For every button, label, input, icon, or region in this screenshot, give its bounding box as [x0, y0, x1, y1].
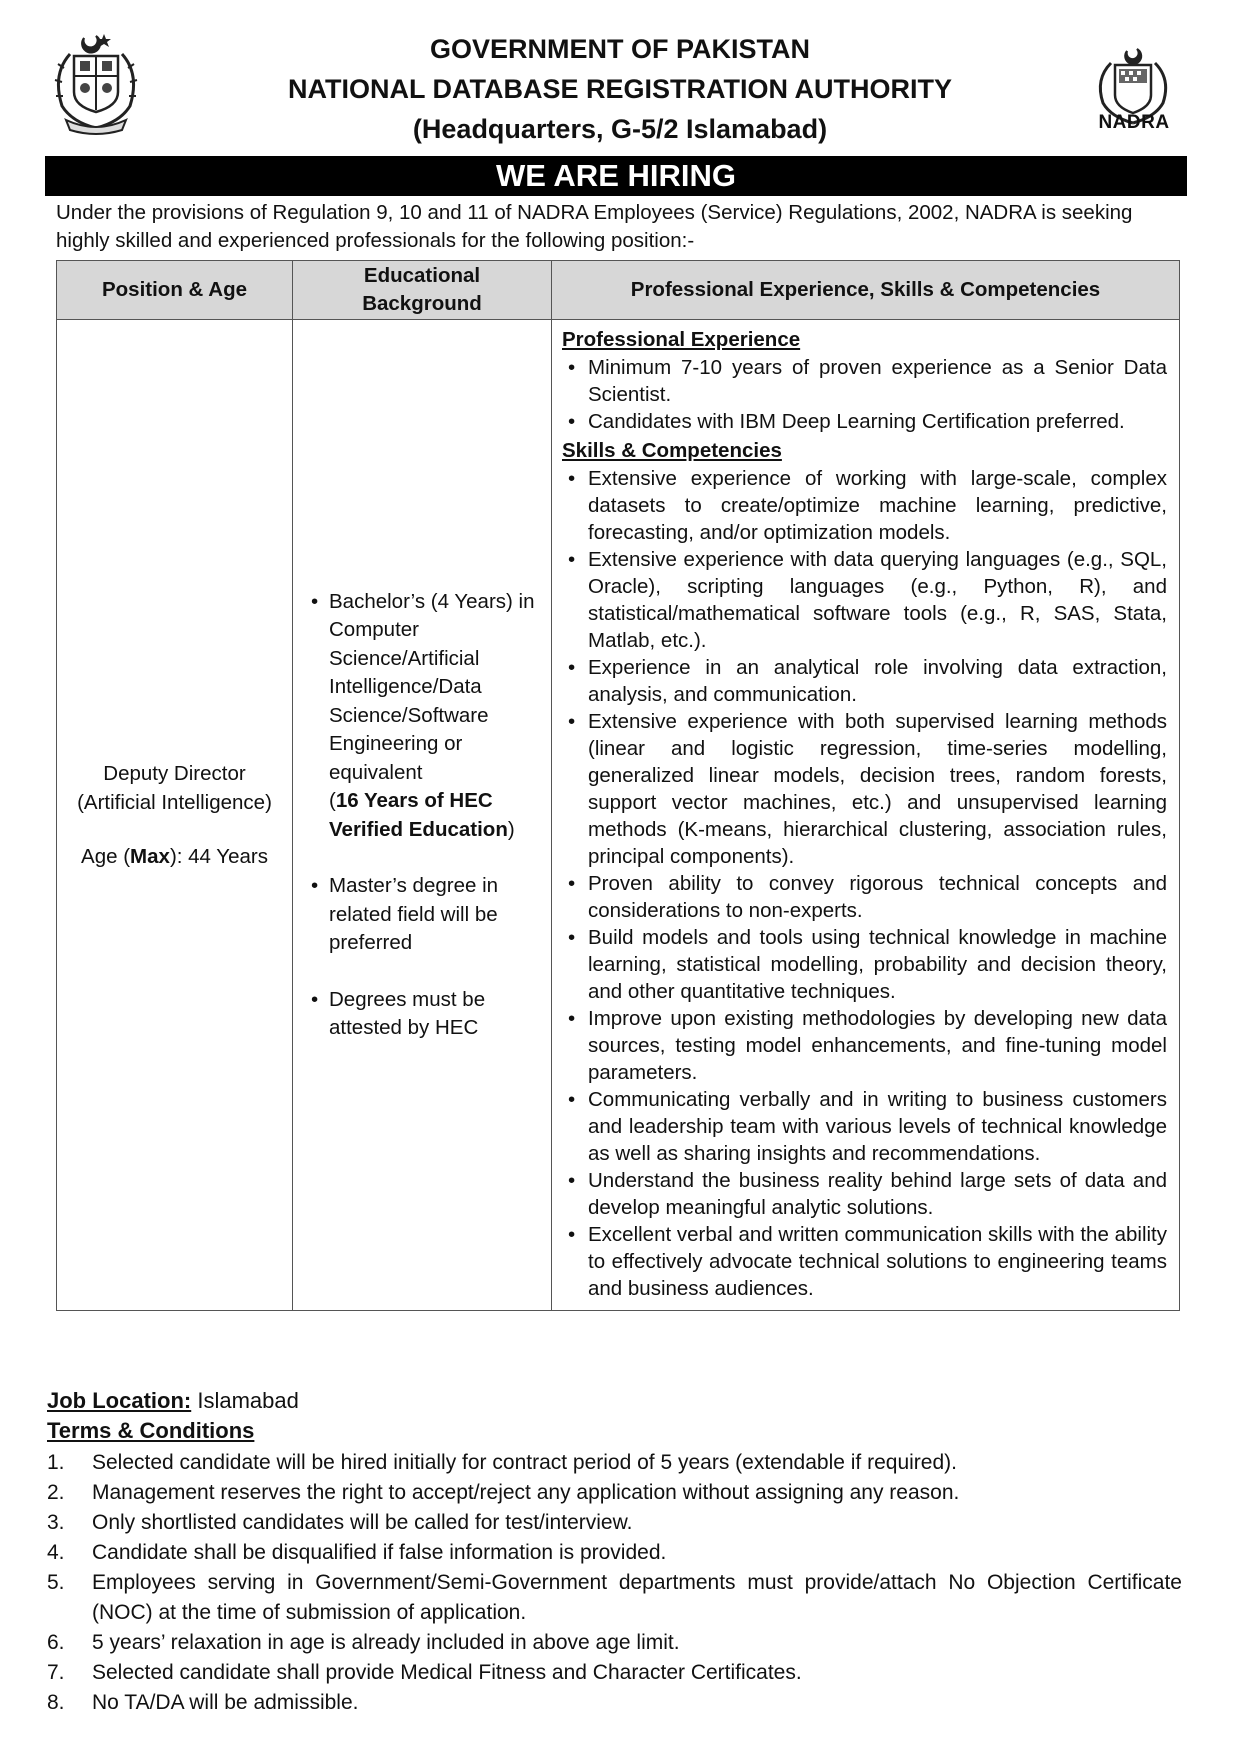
- terms-item: [47, 1508, 1182, 1538]
- letterhead: [0, 0, 1241, 160]
- header-line-authority: NATIONAL DATABASE REGISTRATION AUTHORITY: [288, 74, 952, 104]
- terms-number: 1.: [47, 1451, 65, 1474]
- skills-item: • Build models and tools using technical knowledge in machine learning, statistical modelling, probability and decision theory, and other quantitative techniques.: [562, 924, 1167, 1005]
- age-value: ): 44 Years: [169, 845, 268, 868]
- header-educational-background: [293, 261, 552, 320]
- header-experience-skills: Professional Experience, Skills & Competencies: [552, 261, 1180, 320]
- skills-item: • Communicating verbally and in writing to business customers and leadership team with various levels of technical knowledge as well as sharing insights and recommendations.: [562, 1086, 1167, 1167]
- terms-text: Employees serving in Government/Semi-Government departments must provide/attach No Objection Certificate (NOC) at the time of submission of application.: [92, 1571, 1182, 1624]
- job-location-value: Islamabad: [197, 1388, 299, 1413]
- age-prefix: Age (: [81, 845, 131, 868]
- terms-text: Management reserves the right to accept/reject any application without assigning any reason.: [92, 1481, 960, 1504]
- job-table-header-row: [57, 261, 1180, 320]
- terms-text: Only shortlisted candidates will be called for test/interview.: [92, 1511, 633, 1534]
- skills-item: • Understand the business reality behind large sets of data and develop meaningful analytic solutions.: [562, 1167, 1167, 1221]
- job-location: [47, 1388, 299, 1414]
- terms-item: [47, 1568, 1182, 1628]
- terms-number: 4.: [47, 1541, 65, 1564]
- terms-number: 8.: [47, 1691, 65, 1714]
- experience-heading: Professional Experience: [562, 328, 801, 351]
- terms-number: 2.: [47, 1481, 65, 1504]
- experience-item: • Candidates with IBM Deep Learning Certification preferred.: [562, 408, 1167, 435]
- terms-item: [47, 1658, 1182, 1688]
- education-degree: Bachelor’s (4 Years) in Computer Science/Artificial Intelligence/Data Science/Software Engineering or equivalent: [329, 589, 535, 784]
- education-cell: [293, 320, 552, 1311]
- skills-item: • Extensive experience with data querying languages (e.g., SQL, Oracle), scripting languages (e.g., Python, R), and statistical/mathematical software tools (e.g., R, SAS, Stata, Matlab, etc.).: [562, 546, 1167, 654]
- position-subtitle: (Artificial Intelligence): [77, 791, 272, 814]
- education-hec-years: 16 Years of HEC Verified Education: [329, 789, 508, 841]
- skills-item: • Excellent verbal and written communication skills with the ability to effectively advocate technical solutions to engineering teams and business audiences.: [562, 1221, 1167, 1302]
- education-item: • Master’s degree in related field will be preferred: [309, 872, 539, 958]
- terms-item: [47, 1448, 1182, 1478]
- intro-paragraph: Under the provisions of Regulation 9, 10 and 11 of NADRA Employees (Service) Regulations, 2002, NADRA is seeking highly skilled and experienced professionals for the following position:-: [56, 201, 1133, 252]
- terms-number: 7.: [47, 1661, 65, 1684]
- terms-number: 3.: [47, 1511, 65, 1534]
- header-position-age: Position & Age: [57, 261, 293, 320]
- skills-list: [562, 465, 1167, 1302]
- skills-item: • Experience in an analytical role involving data extraction, analysis, and communication.: [562, 654, 1167, 708]
- education-item: • Degrees must be attested by HEC: [309, 986, 539, 1043]
- age-limit: [61, 842, 288, 871]
- header-line-address: (Headquarters, G-5/2 Islamabad): [412, 114, 828, 144]
- skills-item: • Extensive experience with both supervised learning methods (linear and logistic regression, time-series modelling, generalized linear models, decision trees, random forests, support vector machines, etc.) and unsupervised learning methods (K-means, hierarchical clustering, association rules, principal components).: [562, 708, 1167, 870]
- terms-text: No TA/DA will be admissible.: [92, 1691, 359, 1714]
- education-paren-close: ): [507, 817, 515, 841]
- terms-item: [47, 1538, 1182, 1568]
- skills-item: • Improve upon existing methodologies by developing new data sources, testing model enhancements, and fine-tuning model parameters.: [562, 1005, 1167, 1086]
- experience-cell: [552, 320, 1180, 1311]
- position-cell: [57, 320, 293, 1311]
- skills-heading: Skills & Competencies: [562, 439, 782, 462]
- terms-heading: Terms & Conditions: [47, 1418, 255, 1443]
- hiring-banner: WE ARE HIRING: [45, 156, 1187, 196]
- job-table-row: [57, 320, 1180, 1311]
- government-emblem-icon: [44, 28, 148, 136]
- job-table: [56, 260, 1180, 1311]
- education-item: [309, 588, 539, 845]
- terms-list: [47, 1448, 1182, 1718]
- skills-item: • Extensive experience of working with large-scale, complex datasets to create/optimize machine learning, predictive, forecasting, and/or optimization models.: [562, 465, 1167, 546]
- header-educational-background-text: Educational Background: [362, 264, 482, 315]
- education-paren-open: (: [329, 789, 336, 812]
- experience-item: • Minimum 7-10 years of proven experience as a Senior Data Scientist.: [562, 354, 1167, 408]
- terms-text: Selected candidate shall provide Medical Fitness and Character Certificates.: [92, 1661, 802, 1684]
- header-line-government: GOVERNMENT OF PAKISTAN: [429, 34, 810, 64]
- position-title: Deputy Director: [103, 762, 246, 785]
- nadra-logo-text: NADRA: [1098, 112, 1170, 133]
- terms-text: 5 years’ relaxation in age is already included in above age limit.: [92, 1631, 680, 1654]
- terms-item: [47, 1628, 1182, 1658]
- terms-number: 6.: [47, 1631, 65, 1654]
- age-max-label: Max: [130, 845, 170, 868]
- job-location-label: Job Location:: [47, 1388, 192, 1413]
- terms-number: 5.: [47, 1571, 65, 1594]
- terms-item: [47, 1478, 1182, 1508]
- terms-text: Selected candidate will be hired initially for contract period of 5 years (extendable if required).: [92, 1451, 957, 1474]
- terms-item: [47, 1688, 1182, 1718]
- skills-item: • Proven ability to convey rigorous technical concepts and considerations to non-experts.: [562, 870, 1167, 924]
- experience-list: [562, 354, 1167, 435]
- terms-text: Candidate shall be disqualified if false information is provided.: [92, 1541, 667, 1564]
